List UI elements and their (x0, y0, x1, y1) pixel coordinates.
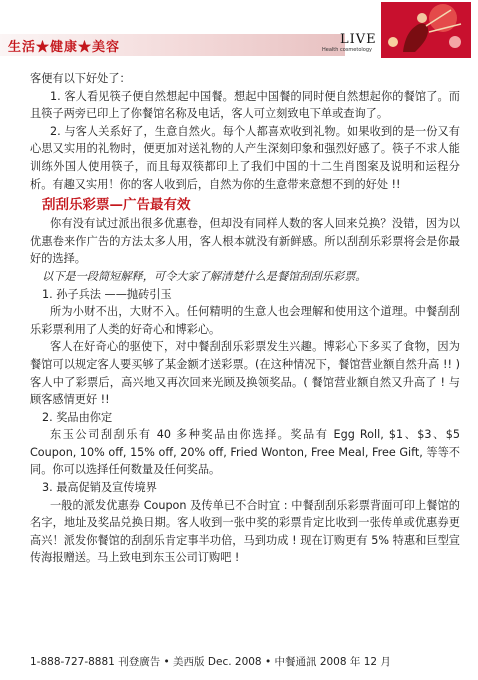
section-banner-title: 生活★健康★美容 (8, 40, 121, 55)
paragraph-point-1: 1. 客人看见筷子便自然想起中国餐。想起中国餐的同时便自然想起你的餐馆了。而且筷子两旁已印上了你餐馆名称及电话，客人可立刻致电下单或查询了。 (30, 89, 460, 121)
live-subtitle: Health cosmetology (322, 47, 372, 53)
header-illustration-image (381, 2, 471, 58)
paragraph-promotion: 一般的派发优惠券 Coupon 及传单已不合时宜 : 中餐刮刮乐彩票背面可印上餐馆的名字，地址及奖品兑换日期。客人收到一张中奖的彩票肯定比收到一张传单或优惠券更高兴！派发你餐馆的刮刮乐肯定事半功倍，马到功成 ! 现在订购更有 5% 特惠和巨型宣传海报赠送。马上致电到东玉公司订购吧 ! (30, 498, 460, 565)
paragraph-curiosity: 客人在好奇心的驱使下，对中餐刮刮乐彩票发生兴趣。博彩心下多买了食物，因为餐馆可以规定客人要买够了某金额才送彩票。(在这种情况下，餐馆营业额自然升高 !! ) 客人中了彩票后，高兴地又再次回来光顾及换领奖品。( 餐馆营业额自然又升高了 ! 与顾客感情更好 !! (30, 340, 460, 407)
subheading-2: 2. 奖品由你定 (42, 410, 113, 424)
page-footer: 1-888-727-8881 刊登廣告 • 美西版 Dec. 2008 • 中餐通訊 2008 年 12 月 (30, 656, 391, 668)
paragraph-point-2: 2. 与客人关系好了，生意自然火。每个人都喜欢收到礼物。如果收到的是一份又有心思又实用的礼物时，便更加对送礼物的人产生深刻印象和强烈好感了。筷子不求人能训练外国人使用筷子，而且每双筷都印上了我们中国的十二生肖图案及说明和运程分析。有趣又实用！你的客人收到后，自然为你的生意带来意想不到的好处 !! (30, 124, 460, 191)
paragraph-intro: 客便有以下好处了： (30, 72, 131, 85)
paragraph-coupon: 你有没有试过派出很多优惠卷，但却没有同样人数的客人回来兑换？没错，因为以优惠卷来作广告的方法太多人用，客人根本就没有新鲜感。所以刮刮乐彩票将会是你最好的选择。 (30, 217, 460, 266)
page-header (0, 0, 478, 64)
live-logo-text: LIVE (340, 32, 377, 47)
section-heading: 刮刮乐彩票—广告最有效 (42, 197, 191, 214)
article-body (30, 70, 460, 567)
subheading-3: 3. 最高促销及宣传境界 (42, 481, 157, 495)
italic-note: 以下是一段简短解释，可令大家了解清楚什么是餐馆刮刮乐彩票。 (42, 269, 367, 283)
paragraph-strategy: 所为小财不出，大财不入。任何精明的生意人也会理解和使用这个道理。中餐刮刮乐彩票利用了人类的好奇心和博彩心。 (30, 305, 460, 336)
paragraph-prizes: 东玉公司刮刮乐有 40 多种奖品由你选择。奖品有 Egg Roll, $1、$3、$5 Coupon, 10% off, 15% off, 20% off, Fried Wonton, Free Meal, Free Gift, 等等不同。你可以选择任何数量及任何奖品。 (30, 428, 460, 477)
subheading-1: 1. 孙子兵法 ——抛砖引玉 (42, 287, 172, 301)
